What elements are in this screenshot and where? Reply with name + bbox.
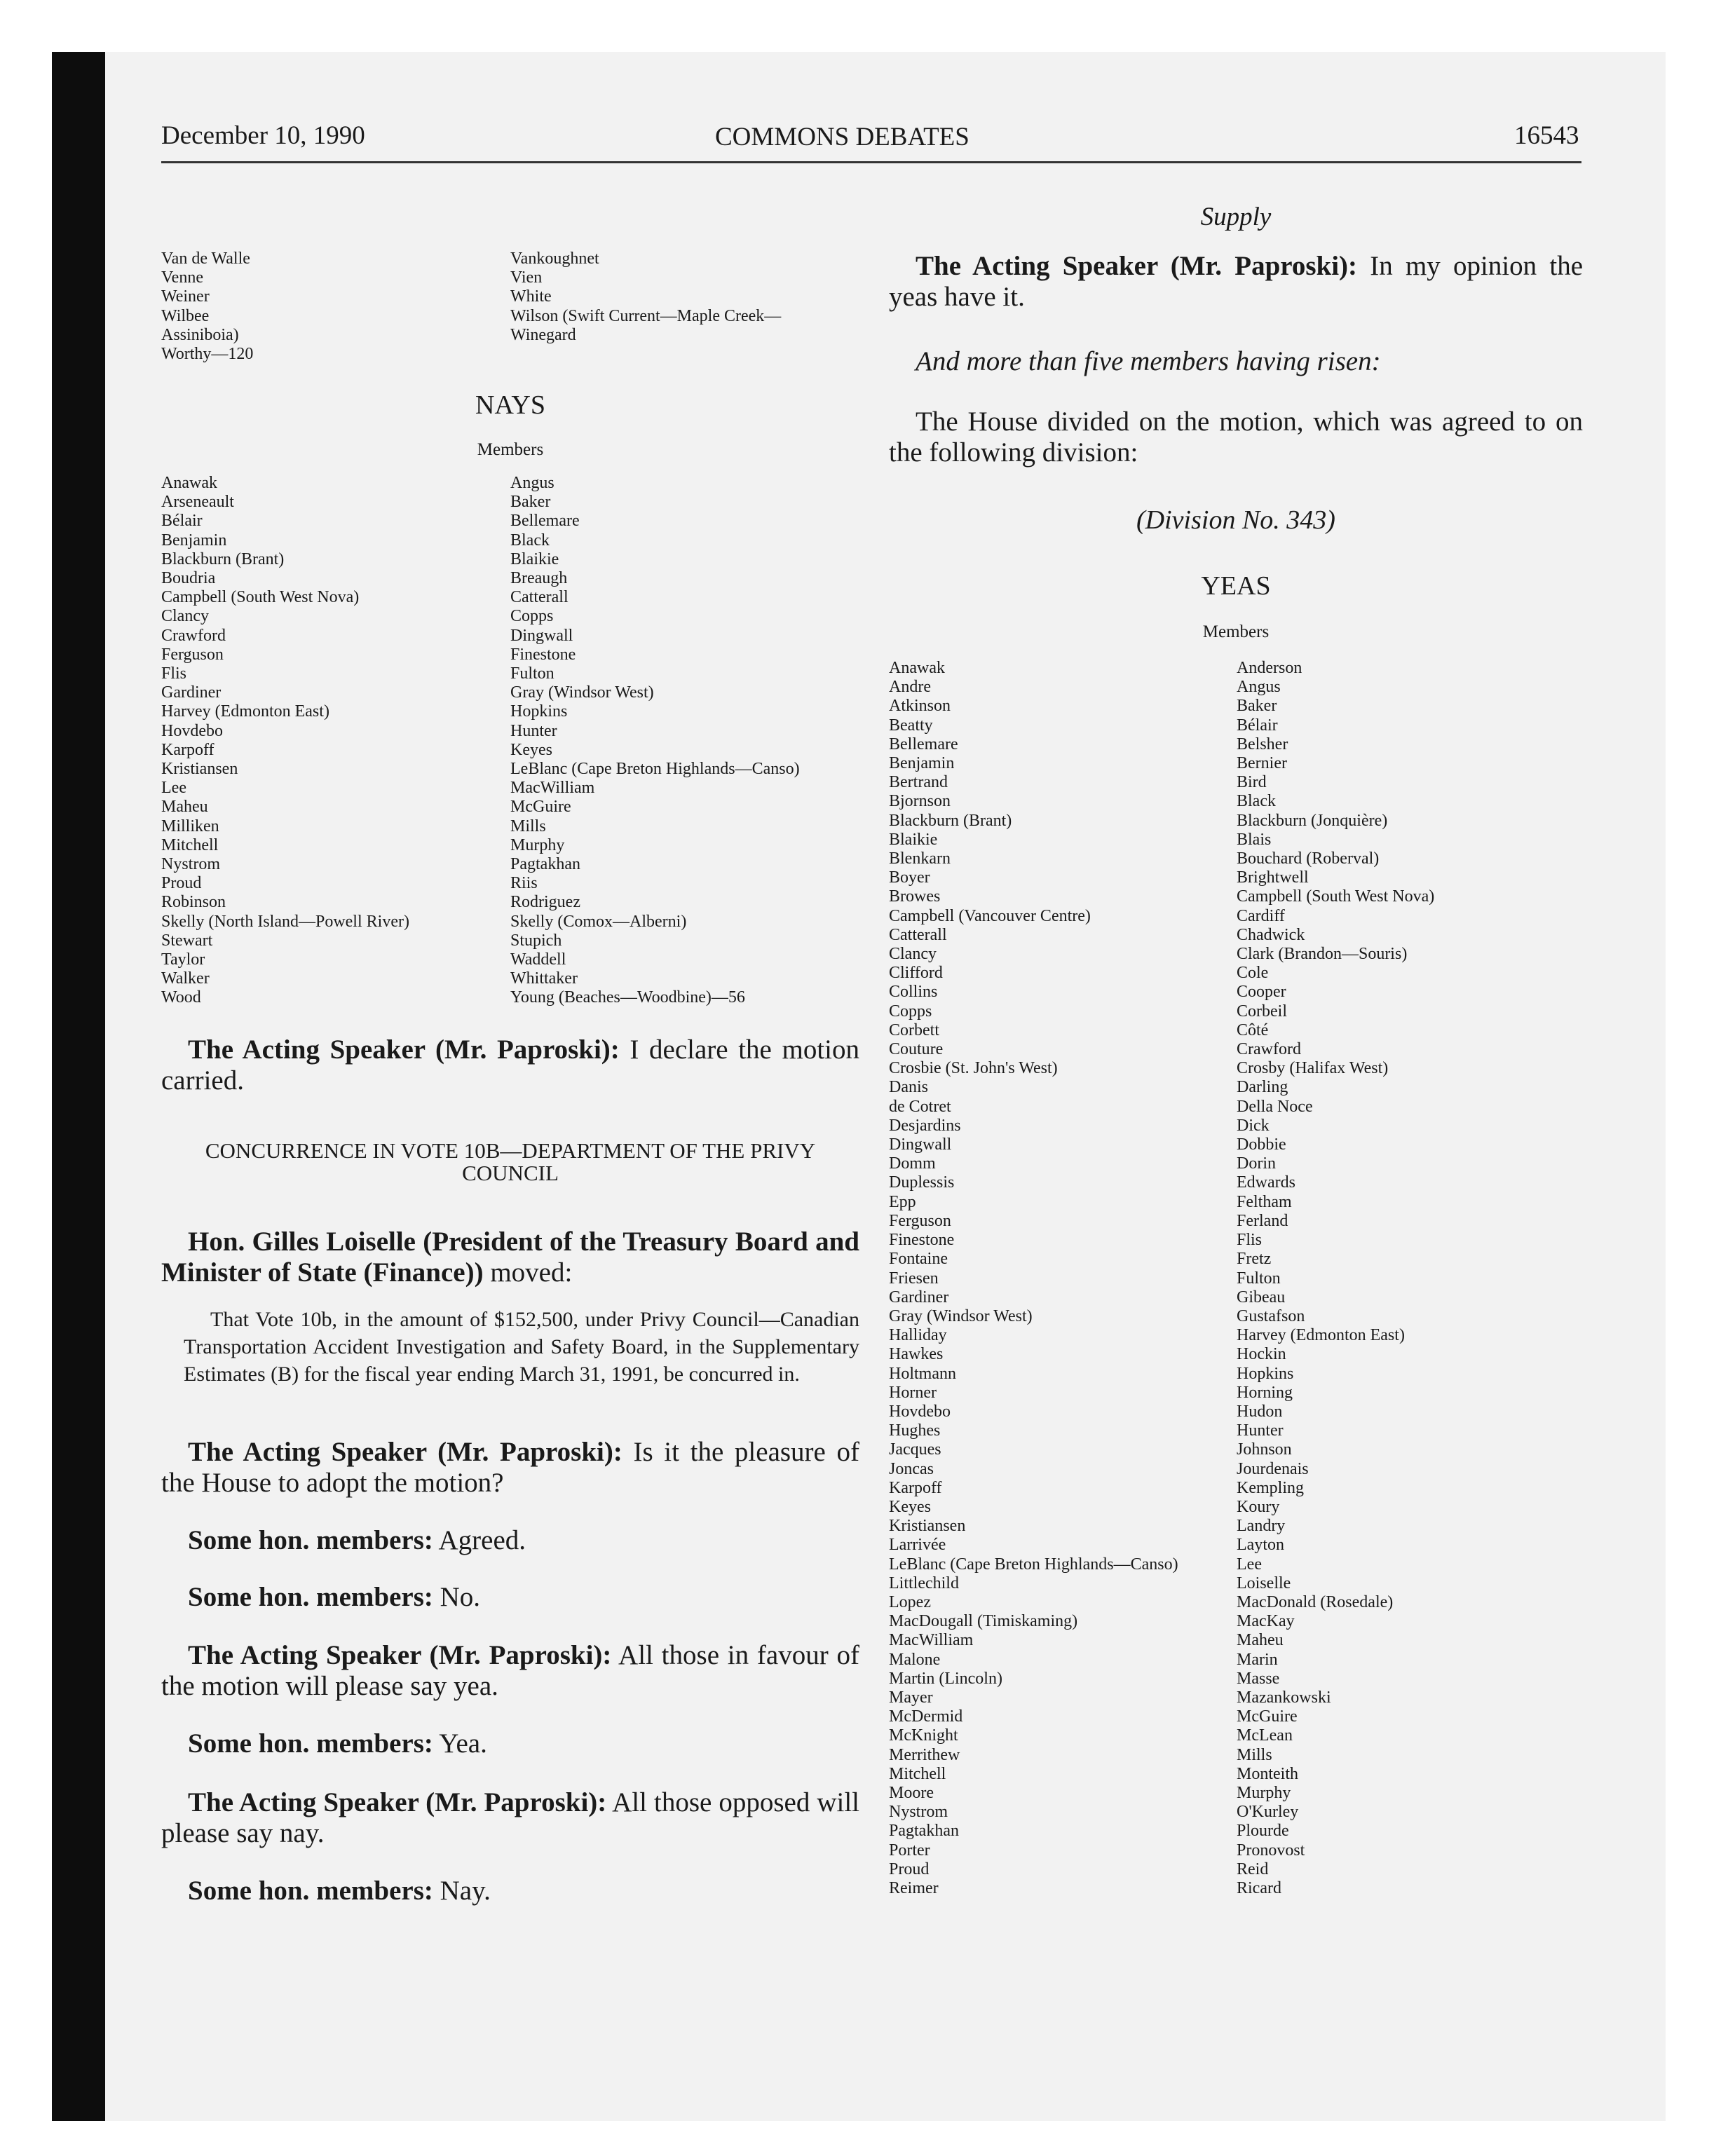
member-name: Clancy [161, 607, 209, 626]
member-name: Andre [889, 678, 931, 697]
speaker-name: The Acting Speaker (Mr. Paproski): [188, 1035, 620, 1065]
member-name: Worthy—120 [161, 345, 254, 364]
division-number: (Division No. 343) [1136, 505, 1335, 535]
member-name: Bouchard (Roberval) [1237, 850, 1380, 868]
member-name: McGuire [510, 798, 571, 817]
agreed-paragraph: Some hon. members: Agreed. [188, 1525, 526, 1555]
yea-paragraph: Some hon. members: Yea. [188, 1728, 487, 1759]
motion-quote: That Vote 10b, in the amount of $152,500, under Privy Council—Canadian Transportation Accident Investigation and Safety Board, in the Supplementary Estimates (B) for the fiscal year ending March 31, 1991, be concurred in. [184, 1308, 859, 1386]
member-name: Cardiff [1237, 906, 1285, 925]
member-name: Gardiner [889, 1288, 949, 1306]
division-paragraph: The House divided on the motion, which was agreed to on the following division: [889, 407, 1583, 468]
member-name: Mazankowski [1237, 1688, 1331, 1707]
member-name: Feltham [1237, 1192, 1292, 1211]
member-name: Walker [161, 969, 210, 988]
nays-right-list [510, 474, 800, 1008]
member-name: Baker [1237, 697, 1277, 716]
member-name: McKnight [889, 1726, 958, 1745]
speaker-name: Some hon. members: [188, 1525, 433, 1555]
member-name: Beatty [889, 716, 933, 735]
member-name: Darling [1237, 1078, 1288, 1097]
member-name: Stupich [510, 931, 562, 950]
member-name: Desjardins [889, 1116, 961, 1135]
member-name: Edwards [1237, 1173, 1295, 1192]
binding-edge [52, 52, 105, 2121]
moved-paragraph: Hon. Gilles Loiselle (President of the Treasury Board and Minister of State (Finance)) moved: [161, 1227, 859, 1288]
member-name: White [510, 287, 552, 306]
member-name: Boyer [889, 868, 930, 887]
member-name: Hovdebo [889, 1402, 951, 1421]
member-name: Mayer [889, 1688, 933, 1707]
member-name: Martin (Lincoln) [889, 1669, 1002, 1688]
member-name: Dingwall [510, 626, 573, 645]
member-name: Côté [1237, 1021, 1269, 1039]
member-name: Cole [1237, 964, 1269, 983]
member-name: Copps [510, 607, 554, 626]
member-name: Jacques [889, 1440, 941, 1459]
member-name: Gardiner [161, 683, 222, 702]
member-name: Hunter [510, 721, 557, 740]
member-name: Wood [161, 988, 201, 1007]
member-name: Della Noce [1237, 1097, 1313, 1116]
member-name: Ferland [1237, 1211, 1288, 1230]
yeas-continued-right-list [510, 250, 781, 345]
member-name: Murphy [510, 835, 565, 854]
member-name: Copps [889, 1002, 932, 1021]
member-name: Danis [889, 1078, 928, 1097]
member-name: Wilson (Swift Current—Maple Creek— [510, 306, 782, 325]
speaker-name: The Acting Speaker (Mr. Paproski): [916, 251, 1358, 281]
member-name: Browes [889, 887, 941, 906]
member-name: Boudria [161, 569, 216, 588]
member-name: Whittaker [510, 969, 578, 988]
member-name: Maheu [1237, 1631, 1284, 1650]
member-name: Bernier [1237, 754, 1287, 773]
member-name: Skelly (Comox—Alberni) [510, 912, 687, 931]
member-name: Pronovost [1237, 1841, 1305, 1860]
member-name: Landry [1237, 1517, 1286, 1536]
member-name: Crosbie (St. John's West) [889, 1059, 1058, 1078]
member-name: Flis [1237, 1231, 1263, 1250]
member-name: McGuire [1237, 1707, 1298, 1726]
member-name: Flis [161, 664, 187, 683]
member-name: LeBlanc (Cape Breton Highlands—Canso) [889, 1555, 1178, 1574]
opinion-paragraph: The Acting Speaker (Mr. Paproski): In my opinion the yeas have it. [889, 251, 1584, 312]
member-name: Young (Beaches—Woodbine)—56 [510, 988, 745, 1007]
speaker-name: Some hon. members: [188, 1728, 433, 1759]
member-name: Venne [161, 268, 203, 287]
member-name: LeBlanc (Cape Breton Highlands—Canso) [510, 760, 800, 779]
member-name: Fulton [1237, 1269, 1281, 1288]
speaker-name: The Acting Speaker (Mr. Paproski): [188, 1437, 622, 1467]
member-name: Crosby (Halifax West) [1237, 1059, 1389, 1078]
member-name: Dingwall [889, 1135, 952, 1154]
member-name: Kristiansen [889, 1517, 966, 1536]
member-name: Blaikie [510, 550, 559, 568]
member-name: Vien [510, 268, 543, 287]
member-name: Koury [1237, 1497, 1280, 1516]
member-name: Weiner [161, 287, 210, 306]
nays-members-label: Members [477, 440, 544, 459]
member-name: Keyes [889, 1497, 931, 1516]
member-name: Clancy [889, 945, 937, 964]
member-name: Ferguson [161, 645, 224, 664]
member-name: Robinson [161, 893, 226, 912]
member-name: Pagtakhan [889, 1822, 959, 1841]
member-name: Nystrom [889, 1803, 948, 1822]
member-name: Arseneault [161, 493, 234, 512]
member-name: Dobbie [1237, 1135, 1286, 1154]
member-name: Holtmann [889, 1364, 956, 1383]
member-name: Fretz [1237, 1250, 1272, 1269]
member-name: Breaugh [510, 569, 568, 588]
member-name: Murphy [1237, 1783, 1291, 1802]
member-name: Benjamin [889, 754, 955, 773]
member-name: Anawak [889, 659, 945, 677]
member-name: Merrithew [889, 1745, 960, 1764]
header-page-number: 16543 [1514, 121, 1579, 150]
member-name: Harvey (Edmonton East) [161, 702, 329, 721]
member-name: Reid [1237, 1860, 1269, 1878]
member-name: Proud [161, 874, 202, 893]
member-name: Hawkes [889, 1345, 944, 1364]
member-name: Blackburn (Brant) [161, 550, 285, 568]
member-name: Bélair [1237, 716, 1278, 735]
member-name: Gustafson [1237, 1306, 1305, 1325]
member-name: Finestone [510, 645, 576, 664]
member-name: Belsher [1237, 735, 1288, 753]
member-name: Crawford [161, 626, 226, 645]
member-name: MacDonald (Rosedale) [1237, 1592, 1394, 1611]
member-name: Winegard [510, 325, 576, 344]
opposed-paragraph: The Acting Speaker (Mr. Paproski): All those opposed will please say nay. [161, 1787, 860, 1848]
member-name: Johnson [1237, 1440, 1292, 1459]
member-name: Friesen [889, 1269, 939, 1288]
member-name: Hopkins [1237, 1364, 1294, 1383]
member-name: Kempling [1237, 1478, 1304, 1497]
member-name: Rodriguez [510, 893, 580, 912]
member-name: Lee [161, 779, 186, 798]
member-name: Campbell (Vancouver Centre) [889, 906, 1091, 925]
speaker-name: Some hon. members: [188, 1582, 433, 1612]
member-name: Epp [889, 1192, 916, 1211]
member-name: Halliday [889, 1326, 947, 1345]
member-name: MacDougall (Timiskaming) [889, 1612, 1078, 1631]
member-name: Hockin [1237, 1345, 1286, 1364]
member-name: Moore [889, 1783, 934, 1802]
speaker-name: The Acting Speaker (Mr. Paproski): [188, 1787, 607, 1817]
pleasure-paragraph: The Acting Speaker (Mr. Paproski): Is it the pleasure of the House to adopt the motion? [161, 1437, 859, 1498]
member-name: Angus [510, 474, 554, 492]
yeas-right-list [1237, 659, 1434, 1898]
member-name: Bertrand [889, 773, 948, 792]
member-name: Blackburn (Brant) [889, 811, 1012, 830]
favour-paragraph: The Acting Speaker (Mr. Paproski): All those in favour of the motion will please say yea. [161, 1640, 859, 1701]
member-name: Joncas [889, 1459, 934, 1478]
member-name: Blackburn (Jonquière) [1237, 811, 1388, 830]
member-name: Mills [510, 817, 546, 835]
speaker-name: The Acting Speaker (Mr. Paproski): [188, 1640, 612, 1670]
member-name: Waddell [510, 950, 566, 969]
member-name: Skelly (North Island—Powell River) [161, 912, 409, 931]
member-name: Gray (Windsor West) [510, 683, 654, 702]
member-name: MacWilliam [889, 1631, 974, 1650]
member-name: Domm [889, 1154, 936, 1173]
member-name: Lopez [889, 1592, 931, 1611]
speaker-name: Some hon. members: [188, 1876, 433, 1906]
member-name: Jourdenais [1237, 1459, 1309, 1478]
member-name: Vankoughnet [510, 250, 599, 268]
member-name: Pagtakhan [510, 855, 580, 874]
member-name: Couture [889, 1040, 944, 1059]
member-name: Riis [510, 874, 538, 893]
member-name: Mitchell [161, 835, 219, 854]
member-name: Mitchell [889, 1764, 946, 1783]
concurrence-heading: CONCURRENCE IN VOTE 10B—DEPARTMENT OF THE PRIVY COUNCIL [205, 1138, 816, 1185]
member-name: Blenkarn [889, 850, 951, 868]
member-name: Catterall [510, 588, 569, 607]
member-name: Bjornson [889, 792, 951, 811]
member-name: O'Kurley [1237, 1803, 1299, 1822]
member-name: Atkinson [889, 697, 951, 716]
member-name: Lee [1237, 1555, 1262, 1574]
header-rule [161, 161, 1581, 163]
member-name: Porter [889, 1841, 930, 1860]
supply-heading: Supply [1200, 203, 1272, 231]
member-name: Wilbee [161, 306, 210, 325]
yeas-left-list [889, 659, 1178, 1898]
member-name: Plourde [1237, 1822, 1289, 1841]
header-title: COMMONS DEBATES [715, 123, 969, 151]
nays-heading: NAYS [475, 390, 545, 420]
member-name: Littlechild [889, 1574, 959, 1592]
member-name: Benjamin [161, 531, 227, 550]
member-name: Black [510, 531, 550, 550]
member-name: Bird [1237, 773, 1267, 792]
member-name: Ricard [1237, 1879, 1281, 1897]
member-name: Dick [1237, 1116, 1270, 1135]
member-name: Black [1237, 792, 1276, 811]
member-name: Campbell (South West Nova) [161, 588, 360, 607]
member-name: Baker [510, 493, 551, 512]
member-name: Milliken [161, 817, 219, 835]
member-name: Kristiansen [161, 760, 238, 779]
member-name: Monteith [1237, 1764, 1298, 1783]
member-name: Keyes [510, 740, 552, 759]
member-name: Chadwick [1237, 925, 1305, 944]
member-name: Duplessis [889, 1173, 955, 1192]
member-name: Hopkins [510, 702, 568, 721]
nays-left-list [161, 474, 409, 1008]
member-name: Brightwell [1237, 868, 1309, 887]
member-name: Mills [1237, 1745, 1272, 1764]
member-name: Hunter [1237, 1421, 1284, 1440]
member-name: Bellemare [510, 512, 580, 531]
member-name: Fulton [510, 664, 554, 683]
member-name: Anderson [1237, 659, 1302, 677]
member-name: Stewart [161, 931, 213, 950]
nay-paragraph: Some hon. members: Nay. [188, 1876, 491, 1906]
yeas-continued-left-list [161, 250, 253, 364]
member-name: Fontaine [889, 1250, 948, 1269]
member-name: Bélair [161, 512, 203, 531]
member-name: Gibeau [1237, 1288, 1286, 1306]
member-name: MacWilliam [510, 779, 595, 798]
member-name: Karpoff [161, 740, 215, 759]
member-name: Malone [889, 1650, 941, 1669]
yeas-members-label: Members [1202, 622, 1270, 641]
member-name: Gray (Windsor West) [889, 1306, 1033, 1325]
member-name: Horning [1237, 1383, 1293, 1402]
member-name: Maheu [161, 798, 208, 817]
member-name: Campbell (South West Nova) [1237, 887, 1435, 906]
yeas-heading: YEAS [1201, 571, 1271, 601]
member-name: Bellemare [889, 735, 958, 753]
member-name: Anawak [161, 474, 217, 492]
member-name: MacKay [1237, 1612, 1295, 1631]
member-name: Ferguson [889, 1211, 951, 1230]
declare-paragraph: The Acting Speaker (Mr. Paproski): I declare the motion carried. [161, 1035, 860, 1096]
member-name: Larrivée [889, 1536, 946, 1555]
member-name: Masse [1237, 1669, 1280, 1688]
member-name: McLean [1237, 1726, 1293, 1745]
member-name: Blaikie [889, 830, 938, 849]
member-name: de Cotret [889, 1097, 951, 1116]
member-name: Cooper [1237, 983, 1286, 1002]
member-name: Blais [1237, 830, 1272, 849]
member-name: Proud [889, 1860, 930, 1878]
member-name: Catterall [889, 925, 947, 944]
speaker-name: Hon. Gilles Loiselle (President of the Treasury Board and Minister of State (Finance)) [161, 1227, 859, 1288]
member-name: Hudon [1237, 1402, 1283, 1421]
member-name: Crawford [1237, 1040, 1301, 1059]
member-name: Corbett [889, 1021, 939, 1039]
member-name: Taylor [161, 950, 205, 969]
member-name: Clark (Brandon—Souris) [1237, 945, 1408, 964]
member-name: Loiselle [1237, 1574, 1291, 1592]
member-name: Angus [1237, 678, 1281, 697]
member-name: Layton [1237, 1536, 1284, 1555]
member-name: Clifford [889, 964, 943, 983]
member-name: Hovdebo [161, 721, 223, 740]
member-name: Dorin [1237, 1154, 1276, 1173]
header-date: December 10, 1990 [161, 121, 365, 150]
member-name: Assiniboia) [161, 325, 239, 344]
member-name: Karpoff [889, 1478, 942, 1497]
member-name: Corbeil [1237, 1002, 1287, 1021]
member-name: Reimer [889, 1879, 939, 1897]
member-name: Hughes [889, 1421, 941, 1440]
member-name: Finestone [889, 1231, 955, 1250]
member-name: Horner [889, 1383, 937, 1402]
no-paragraph: Some hon. members: No. [188, 1582, 481, 1612]
member-name: McDermid [889, 1707, 963, 1726]
member-name: Harvey (Edmonton East) [1237, 1326, 1405, 1345]
member-name: Van de Walle [161, 250, 250, 268]
member-name: Marin [1237, 1650, 1278, 1669]
member-name: Nystrom [161, 855, 220, 874]
members-risen-text: And more than five members having risen: [916, 346, 1381, 376]
member-name: Collins [889, 983, 938, 1002]
